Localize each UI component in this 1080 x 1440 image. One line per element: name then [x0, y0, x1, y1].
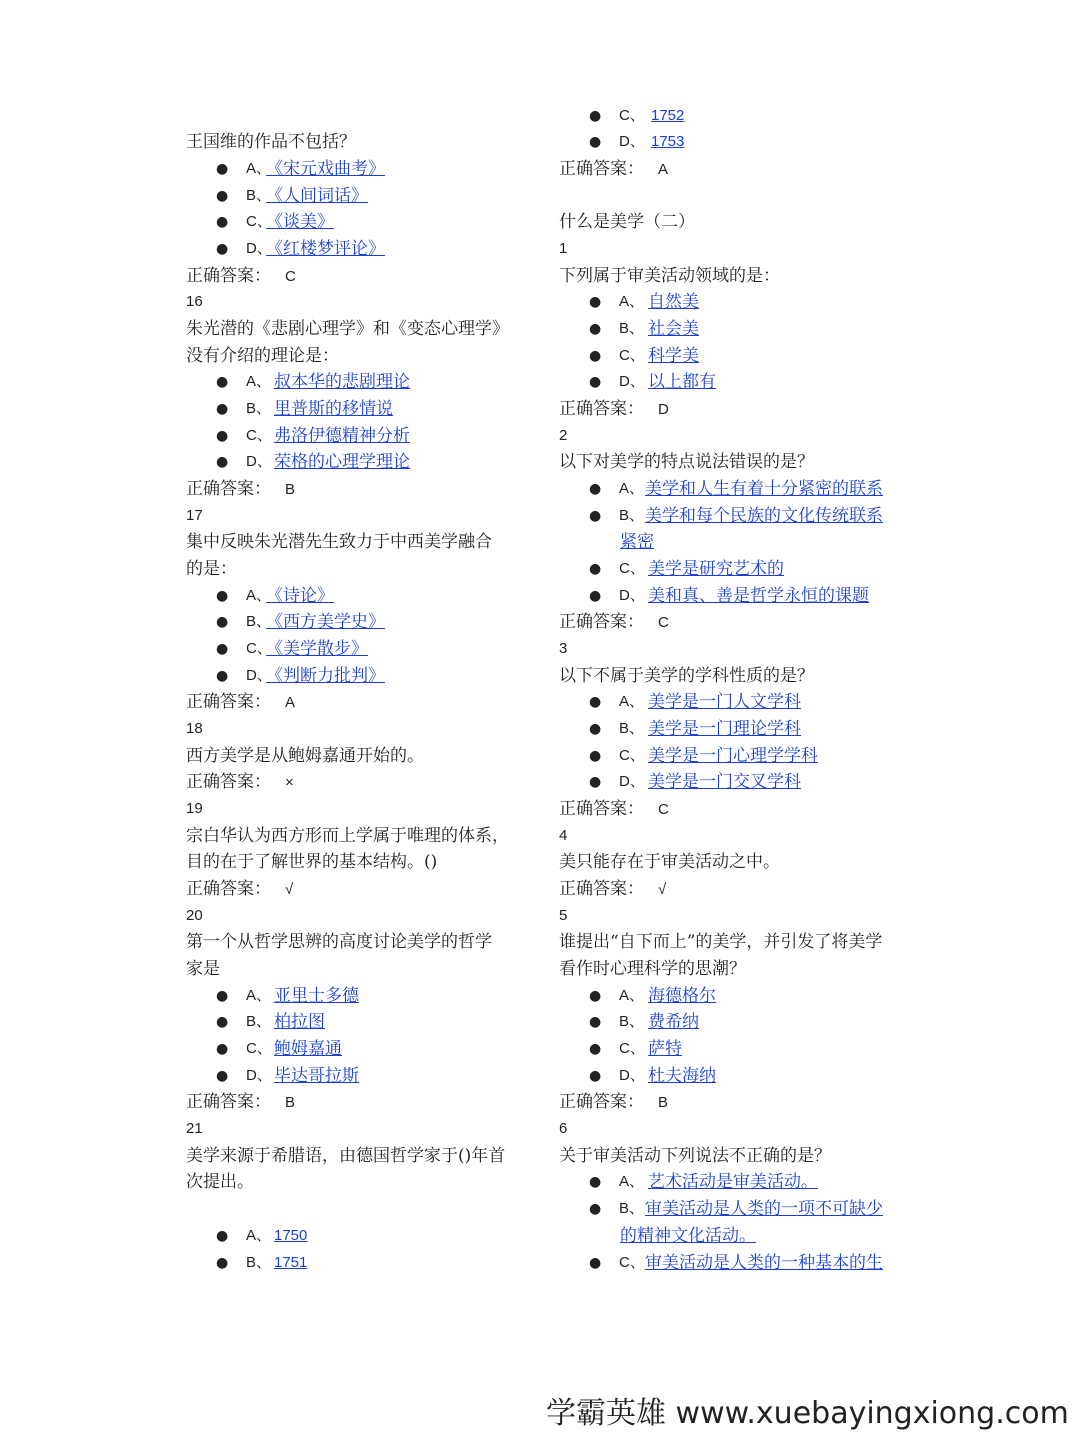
- option-item: ● A、 叔本华的悲剧理论: [218, 369, 536, 395]
- option-item: ● B、 美学和每个民族的文化传统联系: [591, 503, 904, 529]
- option-item: ● B、 审美活动是人类的一项不可缺少: [591, 1196, 904, 1222]
- question-number: 17: [186, 507, 203, 524]
- question-text: 下列属于审美活动领域的是：: [559, 266, 780, 286]
- option-link[interactable]: 荣格的心理学理论: [274, 452, 410, 472]
- option-link[interactable]: 费希纳: [648, 1012, 699, 1032]
- option-link[interactable]: 鲍姆嘉通: [274, 1039, 342, 1059]
- option-link[interactable]: 萨特: [648, 1039, 682, 1059]
- question-number: 19: [186, 800, 203, 817]
- option-link[interactable]: 里普斯的移情说: [274, 399, 393, 419]
- option-link[interactable]: 美学是一门理论学科: [648, 719, 801, 739]
- question-text: 第一个从哲学思辨的高度讨论美学的哲学: [186, 932, 492, 952]
- answer-line: 正确答案： D: [559, 399, 669, 419]
- question-number: 16: [186, 293, 203, 310]
- option-item: ● D、 美学是一门交叉学科: [591, 769, 904, 795]
- option-link[interactable]: 叔本华的悲剧理论: [274, 372, 410, 392]
- option-item: ● C、 《美学散步》: [218, 636, 536, 662]
- option-item: ● C、 美学是研究艺术的: [591, 556, 904, 582]
- option-item: ● A、 海德格尔: [591, 983, 904, 1009]
- option-item: ● A、 《宋元戏曲考》: [218, 156, 536, 182]
- option-link[interactable]: 弗洛伊德精神分析: [274, 426, 410, 446]
- option-item: ● D、 荣格的心理学理论: [218, 449, 536, 475]
- option-item: ● A、 亚里士多德: [218, 983, 536, 1009]
- question-text: 谁提出“自下而上”的美学，并引发了将美学: [559, 932, 883, 952]
- question-text: 家是: [186, 959, 220, 979]
- option-link[interactable]: 美和真、善是哲学永恒的课题: [648, 586, 869, 606]
- option-link[interactable]: 1753: [651, 133, 685, 150]
- option-link[interactable]: 亚里士多德: [274, 986, 359, 1006]
- option-item: ● C、 萨特: [591, 1036, 904, 1062]
- option-item: ● C、 鲍姆嘉通: [218, 1036, 536, 1062]
- option-item: ● B、 里普斯的移情说: [218, 396, 536, 422]
- option-item: ● B、 社会美: [591, 316, 904, 342]
- question-number: 5: [559, 907, 568, 924]
- option-link[interactable]: 美学和每个民族的文化传统联系: [645, 506, 883, 526]
- answer-line: 正确答案： √: [186, 879, 294, 899]
- option-link[interactable]: 社会美: [648, 319, 699, 339]
- option-link[interactable]: 1751: [274, 1254, 308, 1271]
- site-watermark: 学霸英雄 www.xuebayingxiong.com: [546, 1396, 1069, 1431]
- question-number: 3: [559, 640, 568, 657]
- option-link[interactable]: 的精神文化活动。: [620, 1226, 756, 1246]
- question-text: 王国维的作品不包括？: [186, 132, 356, 152]
- option-link[interactable]: 美学和人生有着十分紧密的联系: [645, 479, 883, 499]
- option-continuation: [620, 529, 904, 555]
- option-link[interactable]: 1752: [651, 107, 685, 124]
- option-item: ● A、 1750: [218, 1223, 536, 1249]
- option-link[interactable]: 科学美: [648, 346, 699, 366]
- question-text: 宗白华认为西方形而上学属于唯理的体系，: [186, 826, 509, 846]
- answer-line: 正确答案： C: [559, 612, 669, 632]
- answer-line: 正确答案： A: [559, 159, 669, 179]
- option-item: ● B、 费希纳: [591, 1009, 904, 1035]
- question-text: 美学来源于希腊语，由德国哲学家于()年首: [186, 1146, 506, 1166]
- question-text: 目的在于了解世界的基本结构。(): [186, 852, 438, 872]
- option-item: ● C、 1752: [591, 103, 904, 129]
- question-number: 1: [559, 240, 568, 257]
- option-item: ● C、 科学美: [591, 343, 904, 369]
- question-text: 次提出。: [186, 1172, 254, 1192]
- answer-line: 正确答案： B: [186, 479, 296, 499]
- option-item: ● C、 《谈美》: [218, 209, 536, 235]
- option-link[interactable]: 《西方美学史》: [266, 612, 385, 632]
- answer-line: 正确答案： A: [186, 692, 296, 712]
- option-item: ● B、 1751: [218, 1250, 536, 1276]
- option-link[interactable]: 美学是一门人文学科: [648, 692, 801, 712]
- question-number: 6: [559, 1120, 568, 1137]
- answer-line: 正确答案： B: [186, 1092, 296, 1112]
- option-link[interactable]: 美学是研究艺术的: [648, 559, 784, 579]
- option-continuation: [620, 1223, 904, 1249]
- answer-line: 正确答案： C: [559, 799, 669, 819]
- answer-line: 正确答案： √: [559, 879, 667, 899]
- answer-line: 正确答案： ×: [186, 772, 294, 792]
- option-link[interactable]: 《谈美》: [266, 212, 334, 232]
- option-item: ● D、 杜夫海纳: [591, 1063, 904, 1089]
- question-text: 朱光潜的《悲剧心理学》和《变态心理学》: [186, 319, 509, 339]
- question-text: 以下不属于美学的学科性质的是？: [559, 666, 814, 686]
- option-link[interactable]: 审美活动是人类的一项不可缺少: [645, 1199, 883, 1219]
- question-text: 看作时心理科学的思潮？: [559, 959, 746, 979]
- option-link[interactable]: 《美学散步》: [266, 639, 368, 659]
- option-link[interactable]: 审美活动是人类的一种基本的生: [645, 1253, 883, 1273]
- question-number: 20: [186, 907, 203, 924]
- option-item: ● C、 美学是一门心理学学科: [591, 743, 904, 769]
- option-link[interactable]: 美学是一门交叉学科: [648, 772, 801, 792]
- option-link[interactable]: 柏拉图: [274, 1012, 325, 1032]
- option-link[interactable]: 海德格尔: [648, 986, 716, 1006]
- option-link[interactable]: 紧密: [620, 532, 654, 552]
- option-item: ● A、 自然美: [591, 289, 904, 315]
- question-number: 21: [186, 1120, 203, 1137]
- option-link[interactable]: 以上都有: [648, 372, 716, 392]
- section-title: 什么是美学（二）: [559, 212, 695, 232]
- question-text: 没有介绍的理论是：: [186, 346, 339, 366]
- option-link[interactable]: 自然美: [648, 292, 699, 312]
- option-link[interactable]: 《红楼梦评论》: [266, 239, 385, 259]
- answer-line: 正确答案： B: [559, 1092, 669, 1112]
- option-item: ● D、 毕达哥拉斯: [218, 1063, 536, 1089]
- question-number: 4: [559, 827, 568, 844]
- option-link[interactable]: 艺术活动是审美活动。: [648, 1172, 818, 1192]
- option-item: ● D、 以上都有: [591, 369, 904, 395]
- option-item: ● B、 《西方美学史》: [218, 609, 536, 635]
- option-item: ● D、 《红楼梦评论》: [218, 236, 536, 262]
- option-item: ● A、 艺术活动是审美活动。: [591, 1169, 904, 1195]
- option-item: ● B、 美学是一门理论学科: [591, 716, 904, 742]
- option-item: ● D、 美和真、善是哲学永恒的课题: [591, 583, 904, 609]
- option-link[interactable]: 《人间词话》: [266, 186, 368, 206]
- option-item: ● A、 《诗论》: [218, 583, 536, 609]
- question-number: 18: [186, 720, 203, 737]
- question-text: 集中反映朱光潜先生致力于中西美学融合: [186, 532, 492, 552]
- question-text: 西方美学是从鲍姆嘉通开始的。: [186, 746, 424, 766]
- question-number: 2: [559, 427, 568, 444]
- question-text: 的是：: [186, 559, 237, 579]
- question-text: 关于审美活动下列说法不正确的是？: [559, 1146, 831, 1166]
- option-link[interactable]: 《判断力批判》: [266, 666, 385, 686]
- option-link[interactable]: 美学是一门心理学学科: [648, 746, 818, 766]
- question-text: 以下对美学的特点说法错误的是？: [559, 452, 814, 472]
- option-item: ● D、 《判断力批判》: [218, 663, 536, 689]
- option-link[interactable]: 《诗论》: [266, 586, 334, 606]
- answer-line: 正确答案： C: [186, 266, 296, 286]
- option-item: ● B、 柏拉图: [218, 1009, 536, 1035]
- option-item: ● B、 《人间词话》: [218, 183, 536, 209]
- option-item: ● D、 1753: [591, 129, 904, 155]
- option-item: ● A、 美学和人生有着十分紧密的联系: [591, 476, 904, 502]
- option-item: ● C、 弗洛伊德精神分析: [218, 423, 536, 449]
- option-link[interactable]: 杜夫海纳: [648, 1066, 716, 1086]
- question-text: 美只能存在于审美活动之中。: [559, 852, 780, 872]
- option-item: ● A、 美学是一门人文学科: [591, 689, 904, 715]
- option-link[interactable]: 《宋元戏曲考》: [266, 159, 385, 179]
- option-item: ● C、 审美活动是人类的一种基本的生: [591, 1250, 904, 1276]
- option-link[interactable]: 毕达哥拉斯: [274, 1066, 359, 1086]
- option-link[interactable]: 1750: [274, 1227, 308, 1244]
